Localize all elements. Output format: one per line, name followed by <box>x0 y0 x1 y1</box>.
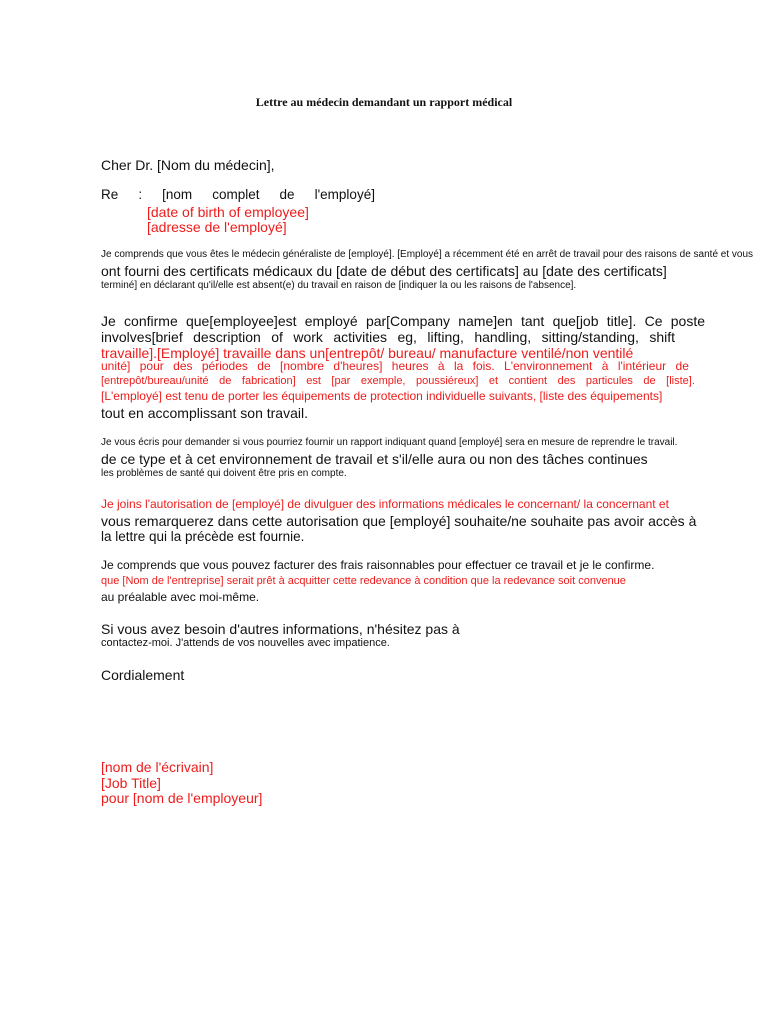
re-word: l'employé] <box>314 187 375 202</box>
re-address: [adresse de l'employé] <box>147 219 287 235</box>
word: [liste]. <box>666 375 695 387</box>
signature-job-title: [Job Title] <box>101 775 161 791</box>
para2-line3: travaille].[Employé] travaille dans un[entrepôt/ bureau/ manufacture ventilé/non ventilé <box>101 345 634 361</box>
re-word: [nom <box>162 187 193 202</box>
word: que[job <box>552 313 599 329</box>
word: des <box>557 375 576 387</box>
word: [nombre <box>280 359 325 373</box>
re-label: Re <box>101 187 119 202</box>
word: l'intérieur <box>617 359 667 373</box>
word: la <box>453 359 464 373</box>
word: à <box>601 359 609 373</box>
word: poste <box>670 313 705 329</box>
document-title: Lettre au médecin demandant un rapport médical <box>255 95 513 109</box>
para3-line1: Je vous écris pour demander si vous pourriez fournir un rapport indiquant quand [employé] sera en mesure de reprendre le travail. <box>101 437 678 448</box>
word: handling, <box>474 329 532 345</box>
re-word: complet <box>212 187 260 202</box>
word: fois. <box>472 359 495 373</box>
word: pour <box>139 359 164 373</box>
para2-line6: [L'employé] est tenu de porter les équipements de protection individuelle suivants, [liste des équipements] <box>101 389 663 403</box>
para1-line2: ont fourni des certificats médicaux du [date de début des certificats] au [date des certificats] <box>101 263 667 279</box>
word: tant <box>520 313 545 329</box>
para4-line2: vous remarquerez dans cette autorisation que [employé] souhaite/ne souhaite pas avoir accès à <box>101 513 697 529</box>
word: poussiéreux] <box>416 375 479 387</box>
para5-line1: Je comprends que vous pouvez facturer des frais raisonnables pour effectuer ce travail et je le confirme. <box>101 558 655 572</box>
word: description <box>193 329 261 345</box>
word: d'heures] <box>333 359 383 373</box>
re-date-of-birth: [date of birth of employee] <box>147 204 309 220</box>
word: of <box>271 329 283 345</box>
word: lifting, <box>427 329 464 345</box>
word: et <box>488 375 499 387</box>
para5-line2: que [Nom de l'entreprise] serait prêt à acquitter cette redevance à condition que la redevance soit convenue <box>101 575 626 587</box>
salutation: Cher Dr. [Nom du médecin], <box>101 157 275 173</box>
signature-writer: [nom de l'écrivain] <box>101 759 214 775</box>
para4-line1: Je joins l'autorisation de [employé] de divulguer des informations médicales le concernant/ la concernant et <box>101 497 669 511</box>
para1-line1: Je comprends que vous êtes le médecin généraliste de [employé]. [Employé] a récemment été en arrêt de travail pour des raisons de santé et vous <box>101 249 754 260</box>
word: name]en <box>458 313 513 329</box>
word: heures <box>391 359 429 373</box>
word: work <box>293 329 323 345</box>
re-line <box>101 187 375 203</box>
word: à <box>437 359 445 373</box>
word: L'environnement <box>504 359 593 373</box>
word: shift <box>649 329 675 345</box>
para3-line3: les problèmes de santé qui doivent être pris en compte. <box>101 468 347 479</box>
word: employé <box>304 313 358 329</box>
word: de <box>643 375 656 387</box>
word: de <box>675 359 689 373</box>
word: des <box>173 359 193 373</box>
word: par[Company <box>365 313 450 329</box>
word: title]. <box>606 313 637 329</box>
para2-line4 <box>101 360 689 374</box>
word: Ce <box>644 313 663 329</box>
word: unité] <box>101 359 131 373</box>
word: activities <box>333 329 388 345</box>
para2-line7: tout en accomplissant son travail. <box>101 405 308 421</box>
para2-line2 <box>101 329 675 345</box>
para1-line3: terminé] en déclarant qu'il/elle est absent(e) du travail en raison de [indiquer la ou les raisons de l'absence]. <box>101 280 577 291</box>
word: involves[brief <box>101 329 183 345</box>
word: de <box>219 375 232 387</box>
word: Je <box>101 313 116 329</box>
word: [par <box>331 375 351 387</box>
signature-employer: pour [nom de l'employeur] <box>101 790 263 806</box>
re-colon: : <box>138 187 143 202</box>
para3-line2: de ce type et à cet environnement de travail et s'il/elle aura ou non des tâches continues <box>101 451 648 467</box>
re-word: de <box>279 187 295 202</box>
para2-line1 <box>101 313 705 329</box>
word: que[employee]est <box>185 313 297 329</box>
word: sitting/standing, <box>541 329 639 345</box>
para6-line1: Si vous avez besoin d'autres informations, n'hésitez pas à <box>101 621 460 637</box>
word: contient <box>508 375 548 387</box>
word: [entrepôt/bureau/unité <box>101 375 209 387</box>
para5-line3: au préalable avec moi-même. <box>101 590 260 604</box>
word: particules <box>585 375 633 387</box>
word: est <box>306 375 321 387</box>
word: fabrication] <box>241 375 296 387</box>
para4-line3: la lettre qui la précède est fournie. <box>101 529 305 544</box>
para2-line5 <box>101 375 695 388</box>
para6-line2: contactez-moi. J'attends de vos nouvelles avec impatience. <box>101 637 390 649</box>
word: périodes <box>201 359 248 373</box>
word: de <box>257 359 271 373</box>
word: eg, <box>397 329 417 345</box>
word: confirme <box>124 313 178 329</box>
closing: Cordialement <box>101 667 185 683</box>
word: exemple, <box>360 375 406 387</box>
